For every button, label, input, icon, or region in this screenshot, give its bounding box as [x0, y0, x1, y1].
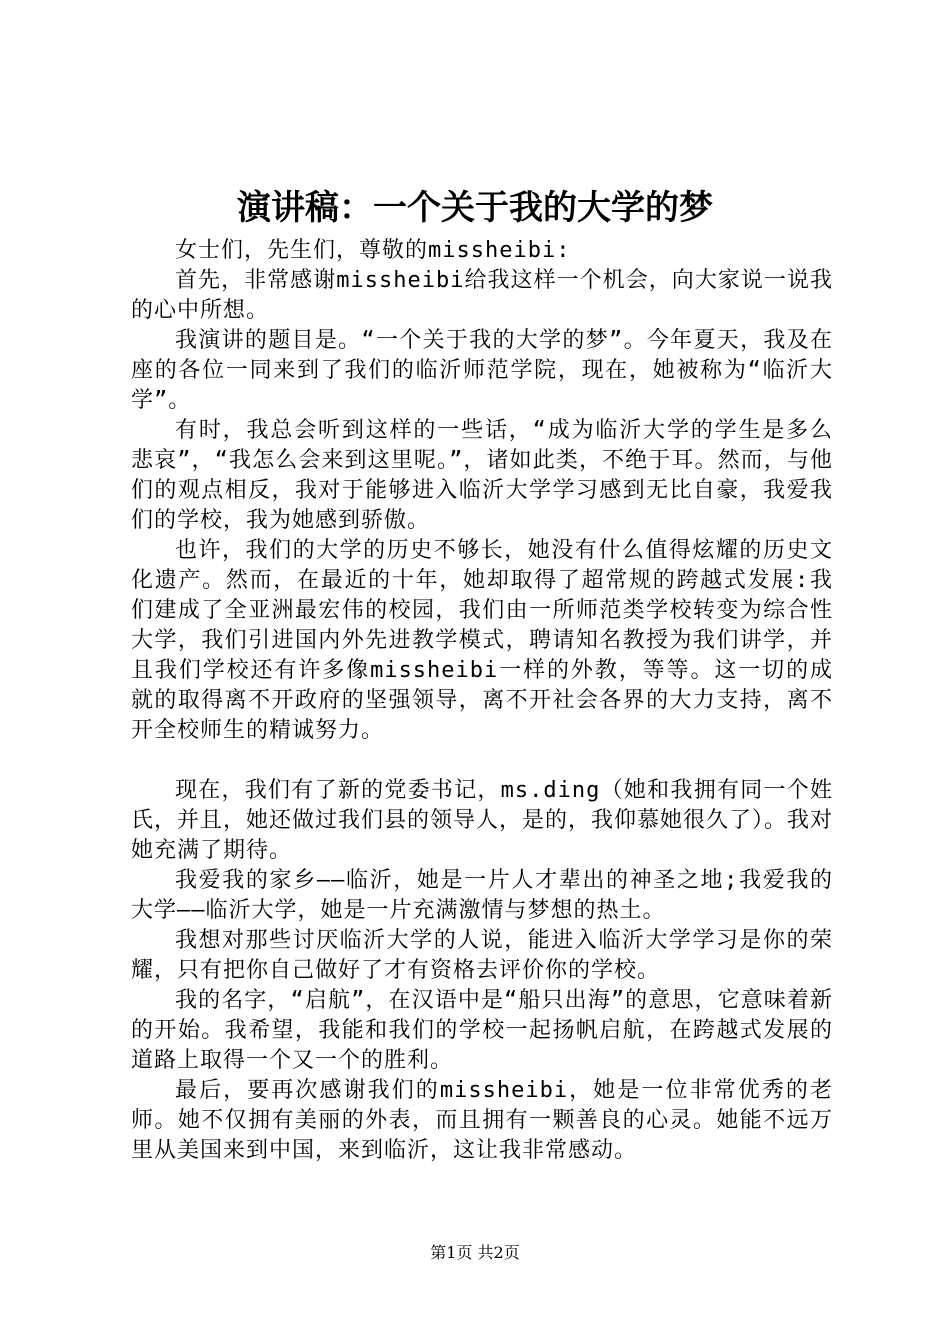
paragraph-closing: 最后，要再次感谢我们的missheibi，她是一位非常优秀的老师。她不仅拥有美丽的外表，而且拥有一颗善良的心灵。她能不远万里从美国来到中国，来到临沂，这让我非常感动。 [131, 1078, 833, 1163]
paragraph-topic: 我演讲的题目是。“一个关于我的大学的梦”。今年夏天，我及在座的各位一同来到了我们的临沂师范学院，现在，她被称为“临沂大学”。 [131, 328, 833, 413]
paragraph-thanks: 首先，非常感谢missheibi给我这样一个机会，向大家说一说我的心中所想。 [131, 268, 833, 323]
paragraph-message: 我想对那些讨厌临沂大学的人说，能进入临沂大学学习是你的荣耀，只有把你自己做好了才有资格去评价你的学校。 [131, 928, 833, 983]
paragraph-hometown: 我爱我的家乡——临沂，她是一片人才辈出的神圣之地;我爱我的大学——临沂大学，她是一片充满激情与梦想的热土。 [131, 868, 833, 923]
paragraph-secretary: 现在，我们有了新的党委书记，ms.ding（她和我拥有同一个姓氏，并且，她还做过我们县的领导人，是的，我仰慕她很久了）。我对她充满了期待。 [131, 778, 834, 863]
paragraph-salutation: 女士们，先生们，尊敬的missheibi: [175, 238, 571, 263]
page-footer: 第1页 共2页 [430, 1243, 520, 1262]
paragraph-name: 我的名字，“启航”，在汉语中是“船只出海”的意思，它意味着新的开始。我希望，我能和我们的学校一起扬帆启航，在跨越式发展的道路上取得一个又一个的胜利。 [131, 988, 833, 1073]
paragraph-history: 也许，我们的大学的历史不够长，她没有什么值得炫耀的历史文化遗产。然而，在最近的十年，她却取得了超常规的跨越式发展:我们建成了全亚洲最宏伟的校园，我们由一所师范类学校转变为综合性大学，我们引进国内外先进教学模式，聘请知名教授为我们讲学，并且我们学校还有许多像missheibi一样的外教，等等。这一切的成就的取得离不开政府的坚强领导，离不开社会各界的大力支持，离不开全校师生的精诚努力。 [131, 538, 833, 743]
document-title: 演讲稿：一个关于我的大学的梦 [237, 188, 713, 228]
paragraph-pride: 有时，我总会听到这样的一些话，“成为临沂大学的学生是多么悲哀”，“我怎么会来到这里呢。”，诸如此类，不绝于耳。然而，与他们的观点相反，我对于能够进入临沂大学学习感到无比自豪，我爱我们的学校，我为她感到骄傲。 [131, 418, 833, 533]
document-body [131, 236, 833, 1166]
